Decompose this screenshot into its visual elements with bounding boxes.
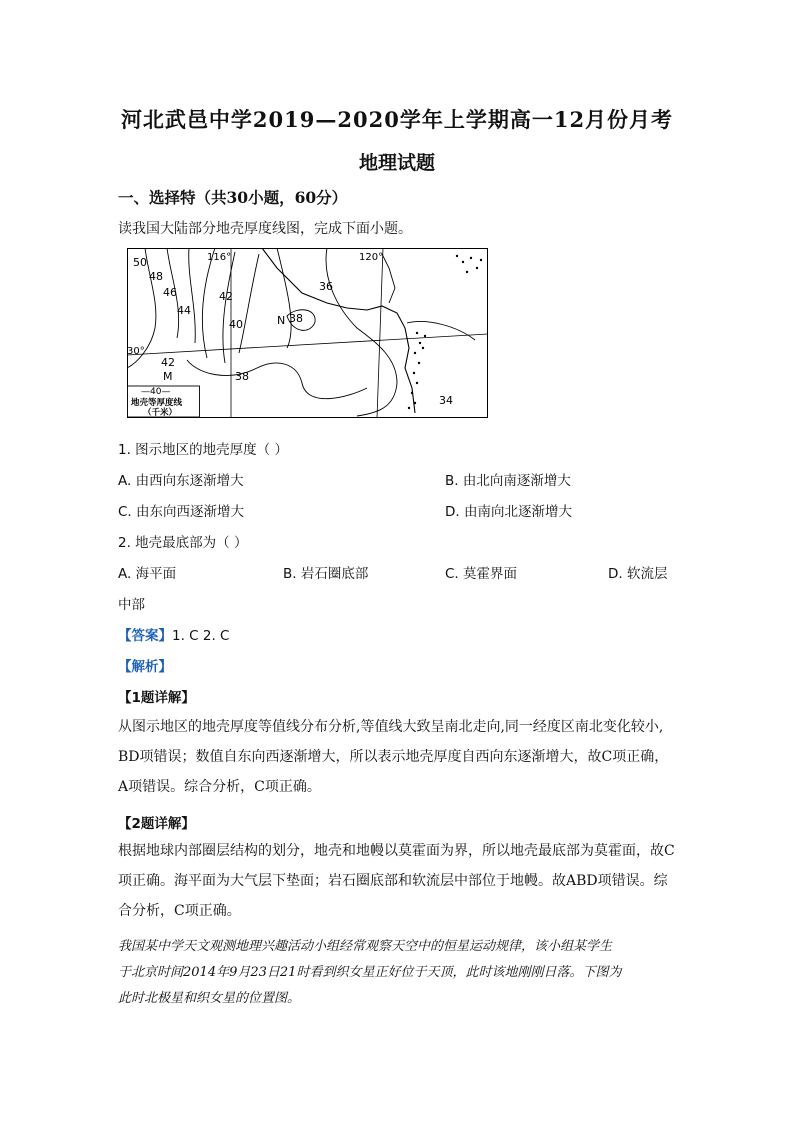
label-38-loop: 38 xyxy=(289,312,303,325)
next-passage-line: 此时北极星和织女星的位置图。 xyxy=(118,991,301,1006)
page-subtitle: 地理试题 xyxy=(358,152,435,174)
q2-option-d-wrap: 中部 xyxy=(118,597,145,613)
label-42: 42 xyxy=(219,290,233,303)
legend-line3: （千米） xyxy=(143,408,178,418)
label-42b: 42 xyxy=(161,356,175,369)
label-48: 48 xyxy=(149,270,163,283)
label-M: M xyxy=(163,370,173,383)
q2-option-a[interactable]: A. 海平面 xyxy=(118,566,177,582)
page-title: 河北武邑中学2019—2020学年上学期高一12月份月考 xyxy=(120,107,674,132)
analysis-row xyxy=(118,655,172,675)
label-36: 36 xyxy=(319,280,333,293)
detail-2-line: 项正确。海平面为大气层下垫面；岩石圈底部和软流层中部位于地幔。故ABD项错误。综 xyxy=(118,873,668,889)
q2-option-c[interactable]: C. 莫霍界面 xyxy=(445,566,518,582)
label-116: 116° xyxy=(207,252,232,263)
label-120: 120° xyxy=(359,252,384,263)
answer-tag: 【答案】 xyxy=(118,628,172,644)
q1-option-a[interactable]: A. 由西向东逐渐增大 xyxy=(118,473,244,489)
detail-2-body xyxy=(118,836,678,926)
question-2-stem: 2. 地壳最底部为（ ） xyxy=(118,535,248,551)
label-40: 40 xyxy=(229,318,243,331)
q1-option-c[interactable]: C. 由东向西逐渐增大 xyxy=(118,504,245,520)
detail-1-tag: 【1题详解】 xyxy=(118,690,195,706)
answer-row xyxy=(118,624,230,644)
label-N: N xyxy=(277,314,286,327)
detail-1-line: A项错误。综合分析，C项正确。 xyxy=(118,779,321,795)
next-passage-line: 于北京时间2014年9月23日21时看到织女星正好位于天顶，此时该地刚刚日落。下图为 xyxy=(118,965,622,980)
detail-1-line: 从图示地区的地壳厚度等值线分布分析,等值线大致呈南北走向,同一经度区南北变化较小, xyxy=(118,719,664,735)
detail-1-line: BD项错误；数值自东向西逐渐增大，所以表示地壳厚度自西向东逐渐增大，故C项正确， xyxy=(118,749,669,765)
q1-option-d[interactable]: D. 由南向北逐渐增大 xyxy=(445,504,572,520)
analysis-tag: 【解析】 xyxy=(118,659,172,675)
next-passage xyxy=(118,934,678,1012)
label-30: 30° xyxy=(127,346,145,357)
label-44: 44 xyxy=(177,304,191,317)
q2-option-b[interactable]: B. 岩石圈底部 xyxy=(283,566,369,582)
crust-thickness-map xyxy=(127,248,488,418)
q1-option-b[interactable]: B. 由北向南逐渐增大 xyxy=(445,473,571,489)
question-intro: 读我国大陆部分地壳厚度线图，完成下面小题。 xyxy=(118,221,412,237)
detail-2-tag: 【2题详解】 xyxy=(118,816,195,832)
label-46: 46 xyxy=(163,286,177,299)
label-50: 50 xyxy=(133,256,147,269)
legend-line1: —40— xyxy=(141,387,171,397)
detail-2-line: 合分析，C项正确。 xyxy=(118,903,241,919)
next-passage-line: 我国某中学天文观测地理兴趣活动小组经常观察天空中的恒星运动规律，该小组某学生 xyxy=(118,939,613,954)
q2-option-d[interactable]: D. 软流层 xyxy=(608,566,668,582)
answer-text: 1. C 2. C xyxy=(172,628,230,644)
question-1-stem: 1. 图示地区的地壳厚度（ ） xyxy=(118,442,288,458)
label-38: 38 xyxy=(235,370,249,383)
section-heading: 一、选择特（共30小题，60分） xyxy=(118,188,348,207)
label-34: 34 xyxy=(439,394,453,407)
detail-1-body xyxy=(118,712,678,802)
legend-line2: 地壳等厚度线 xyxy=(131,398,183,408)
detail-2-line: 根据地球内部圈层结构的划分，地壳和地幔以莫霍面为界，所以地壳最底部为莫霍面，故C xyxy=(118,843,675,859)
